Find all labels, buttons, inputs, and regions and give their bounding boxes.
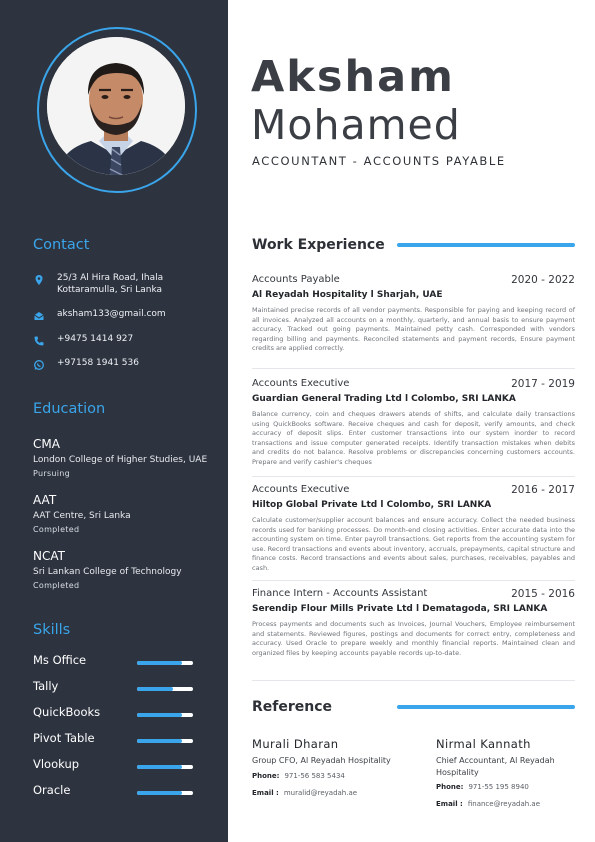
email-text[interactable]: aksham133@gmail.com bbox=[57, 309, 166, 319]
contact-whatsapp bbox=[33, 357, 218, 371]
skill-name: Ms Office bbox=[33, 653, 87, 667]
phone-text[interactable]: +9475 1414 927 bbox=[57, 334, 134, 344]
skill-bar-fill bbox=[137, 765, 182, 769]
education-item bbox=[33, 493, 223, 536]
education-institution: Sri Lankan College of Technology bbox=[33, 567, 182, 577]
skill-bar bbox=[137, 765, 193, 769]
education-status: Pursuing bbox=[33, 469, 71, 478]
profile-photo-image bbox=[47, 37, 185, 175]
whatsapp-icon bbox=[33, 359, 45, 371]
contact-email bbox=[33, 308, 218, 322]
job-entry bbox=[252, 484, 575, 573]
profile-photo bbox=[47, 37, 185, 175]
education-item bbox=[33, 549, 223, 592]
reference-heading: Reference bbox=[252, 699, 333, 715]
address-line-1: 25/3 Al Hira Road, Ihala bbox=[57, 273, 164, 283]
reference-card bbox=[252, 737, 402, 797]
skill-bar-fill bbox=[137, 687, 173, 691]
education-institution: AAT Centre, Sri Lanka bbox=[33, 511, 131, 521]
phone-label: Phone: bbox=[436, 783, 464, 791]
job-description: Balance currency, coin and cheques drawers atends of shifts, and calculate daily transactions using QuickBooks software. Receive cheques and cash for deposit, verify amounts, and check accuracy of deposit slips. Enter customer transactions into our system inorder to record transactions and issue computer generated receipts. Identify transaction mistakes when debits and credits do not balance. Resolve problems or discrepancies concerning customers accounts. Prepare and verify cashier's cheques bbox=[252, 410, 575, 466]
work-experience-heading: Work Experience bbox=[252, 237, 385, 253]
sidebar bbox=[0, 0, 228, 842]
skill-item bbox=[33, 731, 198, 749]
phone-label: Phone: bbox=[252, 771, 280, 780]
skill-bar bbox=[137, 739, 193, 743]
phone-icon bbox=[33, 335, 45, 347]
skill-item bbox=[33, 757, 198, 775]
job-description: Process payments and documents such as Invoices, Journal Vouchers, Employee reimbursement and statements. Reviewed figures, postings and documents for correct entry, completeness and accuracy. Used Oracle to prepare weekly and monthly financial reports. Maintained clean and organized files by keeping accounts payable records up-to-date. bbox=[252, 620, 575, 657]
job-company: Hiltop Global Private Ltd l Colombo, SRI LANKA bbox=[252, 500, 492, 510]
education-degree: CMA bbox=[33, 437, 60, 451]
email-label: Email : bbox=[436, 800, 463, 808]
skill-bar bbox=[137, 791, 193, 795]
job-entry bbox=[252, 378, 575, 467]
reference-phone[interactable]: 971-56 583 5434 bbox=[284, 771, 345, 780]
job-company: Al Reyadah Hospitality l Sharjah, UAE bbox=[252, 290, 443, 300]
job-role: Accounts Payable bbox=[252, 274, 340, 285]
skill-bar bbox=[137, 661, 193, 665]
reference-name: Nirmal Kannath bbox=[436, 737, 531, 751]
skill-item bbox=[33, 653, 198, 671]
education-heading: Education bbox=[33, 401, 106, 417]
reference-email[interactable]: finance@reyadah.ae bbox=[467, 800, 541, 808]
skill-bar-fill bbox=[137, 713, 182, 717]
location-pin-icon bbox=[33, 274, 45, 286]
whatsapp-text[interactable]: +97158 1941 536 bbox=[57, 358, 139, 368]
skill-bar-fill bbox=[137, 791, 182, 795]
job-years: 2017 - 2019 bbox=[511, 378, 575, 390]
divider bbox=[252, 368, 575, 369]
contact-heading: Contact bbox=[33, 237, 90, 253]
email-label: Email : bbox=[252, 788, 279, 797]
education-status: Completed bbox=[33, 525, 80, 534]
job-role: Accounts Executive bbox=[252, 484, 350, 495]
job-entry bbox=[252, 588, 575, 658]
reference-card bbox=[436, 737, 586, 808]
reference-name: Murali Dharan bbox=[252, 737, 339, 751]
skill-name: Tally bbox=[33, 679, 59, 693]
last-name: Mohamed bbox=[251, 101, 461, 149]
reference-role: Chief Accountant, Al Reyadah Hospitality bbox=[436, 756, 555, 777]
education-item bbox=[33, 437, 223, 480]
heading-accent-line bbox=[397, 705, 575, 709]
first-name: Aksham bbox=[251, 52, 455, 102]
job-description: Maintained precise records of all vendor payments. Responsible for paying and keeping record of all invoices. Analyzed all accounts on a monthly, quarterly, and annual basis to ensure payment accuracy. Tracked out going payments. Maintained petty cash. Corresponded with vendors regarding billing and payments. Reconciled statements and payment records, Ensure payment credits are applied correctly. bbox=[252, 306, 575, 352]
skills-heading: Skills bbox=[33, 622, 71, 638]
skill-name: Oracle bbox=[33, 783, 71, 797]
heading-accent-line bbox=[397, 243, 575, 247]
divider bbox=[252, 580, 575, 581]
education-status: Completed bbox=[33, 581, 80, 590]
skill-item bbox=[33, 679, 198, 697]
job-role: Finance Intern - Accounts Assistant bbox=[252, 588, 428, 599]
skill-bar bbox=[137, 687, 193, 691]
job-years: 2020 - 2022 bbox=[511, 274, 575, 286]
job-role: Accounts Executive bbox=[252, 378, 350, 389]
contact-address bbox=[33, 272, 218, 296]
job-company: Guardian General Trading Ltd l Colombo, SRI LANKA bbox=[252, 394, 516, 404]
skill-bar-fill bbox=[137, 661, 182, 665]
job-title: ACCOUNTANT - ACCOUNTS PAYABLE bbox=[252, 154, 506, 168]
job-years: 2015 - 2016 bbox=[511, 588, 575, 600]
job-description: Calculate customer/supplier account balances and ensure accuracy. Collect the needed business records used for banking processes. Do month-end closing activities. Enter accurate data into the accounting system on time. Enter payroll transactions. Get reports from the accounting system for use. Record transactions and events about inventory, accruals, prepayments, capital structure and finance costs. Record transactions and events about sales, purchases, receivables, payables and cash. bbox=[252, 516, 575, 572]
address-line-2: Kottaramulla, Sri Lanka bbox=[57, 285, 163, 295]
skill-name: QuickBooks bbox=[33, 705, 101, 719]
job-years: 2016 - 2017 bbox=[511, 484, 575, 496]
reference-role: Group CFO, Al Reyadah Hospitality bbox=[252, 756, 391, 765]
skill-item bbox=[33, 705, 198, 723]
skill-bar-fill bbox=[137, 739, 182, 743]
contact-phone bbox=[33, 333, 218, 347]
skill-item bbox=[33, 783, 198, 801]
reference-phone[interactable]: 971-55 195 8940 bbox=[468, 783, 529, 791]
envelope-icon bbox=[33, 310, 45, 322]
education-institution: London College of Higher Studies, UAE bbox=[33, 455, 208, 465]
skill-bar bbox=[137, 713, 193, 717]
education-degree: AAT bbox=[33, 493, 57, 507]
skill-name: Vlookup bbox=[33, 757, 80, 771]
divider bbox=[252, 680, 575, 681]
job-company: Serendip Flour Mills Private Ltd l Dematagoda, SRI LANKA bbox=[252, 604, 548, 614]
divider bbox=[252, 476, 575, 477]
skill-name: Pivot Table bbox=[33, 731, 95, 745]
job-entry bbox=[252, 274, 575, 354]
education-degree: NCAT bbox=[33, 549, 65, 563]
reference-email[interactable]: muralid@reyadah.ae bbox=[283, 788, 358, 797]
